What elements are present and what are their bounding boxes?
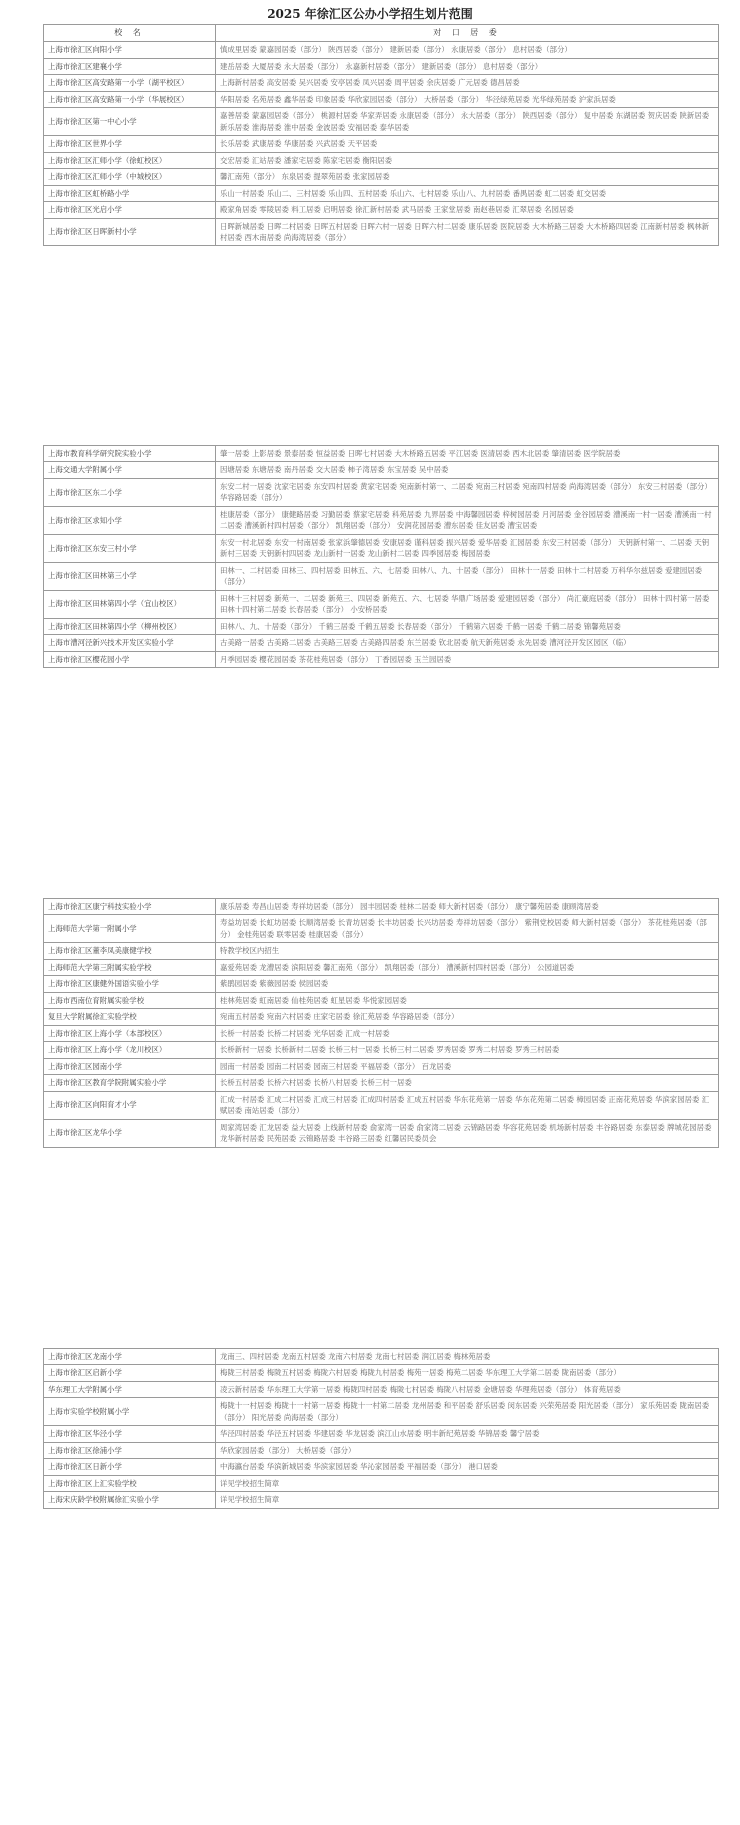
committee-list: 馨汇南苑（部分） 东泉居委 提翠苑居委 张家园居委 (216, 169, 719, 185)
school-name: 上海市徐汇区田林第三小学 (44, 562, 216, 590)
school-name: 上海市徐汇区东安三村小学 (44, 534, 216, 562)
school-name: 上海市漕河泾新兴技术开发区实验小学 (44, 635, 216, 651)
table-row (44, 1398, 719, 1426)
table-row (44, 478, 719, 506)
committee-list: 龙南三、四村居委 龙南五村居委 龙南六村居委 龙南七村居委 润江居委 梅林苑居委 (216, 1349, 719, 1365)
table-row (44, 635, 719, 651)
committee-list: 建岳居委 大厦居委 永大居委（部分） 永嘉新村居委（部分） 建新居委（部分） 息村居委（部分） (216, 58, 719, 74)
table-row (44, 651, 719, 667)
table-row (44, 136, 719, 152)
table-row (44, 185, 719, 201)
table-row (44, 1058, 719, 1074)
enrollment-table-page-3 (43, 898, 719, 1148)
school-name: 上海市徐汇区董李凤美康健学校 (44, 943, 216, 959)
school-name: 上海市徐汇区上海小学（龙川校区） (44, 1042, 216, 1058)
school-name: 上海宋庆龄学校附属徐汇实验小学 (44, 1492, 216, 1508)
committee-list: 梅陇三村居委 梅陇五村居委 梅陇六村居委 梅陇九村居委 梅苑一居委 梅苑二居委 华东理工大学第二居委 陇南居委（部分） (216, 1365, 719, 1381)
committee-list: 肇一居委 上影居委 景泰居委 恒益居委 日晖七村居委 大木桥路五居委 平江居委 医清居委 西木北居委 肇清居委 医学院居委 (216, 446, 719, 462)
school-name: 上海市徐汇区虹桥路小学 (44, 185, 216, 201)
table-row (44, 108, 719, 136)
school-name: 上海市徐汇区世界小学 (44, 136, 216, 152)
school-name: 上海师范大学第一附属小学 (44, 915, 216, 943)
table-row (44, 152, 719, 168)
school-name: 上海师范大学第三附属实验学校 (44, 959, 216, 975)
committee-list: 梅陇十一村居委 梅陇十一村第一居委 梅陇十一村第二居委 龙州居委 和平居委 舒乐居委 闵东居委 兴荣苑居委 阳光居委（部分） 家乐苑居委 陇南居委（部分） 阳光居委 尚海居委（部分） (216, 1398, 719, 1426)
page-title: 2025 年徐汇区公办小学招生划片范围 (267, 7, 473, 21)
committee-list: 长桥五村居委 长桥六村居委 长桥八村居委 长桥三村一居委 (216, 1075, 719, 1091)
school-name: 华东理工大学附属小学 (44, 1381, 216, 1397)
table-row (44, 1025, 719, 1041)
table-row (44, 1365, 719, 1381)
school-name: 上海市徐汇区上汇实验学校 (44, 1475, 216, 1491)
school-name: 上海市实验学校附属小学 (44, 1398, 216, 1426)
school-name: 上海市徐汇区田林第四小学（柳州校区） (44, 618, 216, 634)
committee-list: 寿益坊居委 长虹坊居委 长顺湾居委 长青坊居委 长丰坊居委 长兴坊居委 寿祥坊居委（部分） 紫荆党校居委 师大新村居委（部分） 茶花桂苑居委（部分） 金桂苑居委 联零居委 桂康居委（部分） (216, 915, 719, 943)
table-row (44, 58, 719, 74)
committee-list: 乐山一村居委 乐山二、三村居委 乐山四、五村居委 乐山六、七村居委 乐山八、九村居委 番禺居委 虹二居委 虹交居委 (216, 185, 719, 201)
enrollment-table-page-2 (43, 445, 719, 668)
table-row (44, 506, 719, 534)
table-row (44, 1381, 719, 1397)
school-name: 上海市徐汇区日晖新村小学 (44, 218, 216, 246)
table-row (44, 1009, 719, 1025)
school-name: 上海市徐汇区第一中心小学 (44, 108, 216, 136)
school-name: 上海市徐汇区龙华小学 (44, 1119, 216, 1147)
school-name: 复旦大学附属徐汇实验学校 (44, 1009, 216, 1025)
committee-list: 华阳居委 名苑居委 鑫华居委 印象居委 华欣家园居委（部分） 大桥居委（部分） 华泾绿苑居委 光华绿苑居委 沪家浜居委 (216, 91, 719, 107)
table-row (44, 992, 719, 1008)
enrollment-table-page-4 (43, 1348, 719, 1509)
school-name: 上海市徐汇区启新小学 (44, 1365, 216, 1381)
school-name: 上海市徐汇区田林第四小学（宜山校区） (44, 590, 216, 618)
committee-list: 慎成里居委 蒙嘉园居委（部分） 陕西居委（部分） 建新居委（部分） 永康居委（部分） 息村居委（部分） (216, 42, 719, 58)
table-row (44, 899, 719, 915)
committee-list: 长桥新村一居委 长桥新村二居委 长桥三村一居委 长桥三村二居委 罗秀居委 罗秀二村居委 罗秀三村居委 (216, 1042, 719, 1058)
committee-list: 嘉爱苑居委 龙漕居委 滨阳居委 馨汇南苑（部分） 凯翔居委（部分） 漕溪新村四村居委（部分） 公园道居委 (216, 959, 719, 975)
table-row (44, 1426, 719, 1442)
committee-list: 紫鹃园居委 紫薇园居委 侯园居委 (216, 976, 719, 992)
committee-list: 上海新村居委 高安居委 吴兴居委 安亭居委 凤兴居委 周平居委 余庆居委 广元居委 德昌居委 (216, 75, 719, 91)
table-row (44, 169, 719, 185)
table-row (44, 202, 719, 218)
school-name: 上海市徐汇区日新小学 (44, 1459, 216, 1475)
committee-list: 凌云新村居委 华东理工大学第一居委 梅陇四村居委 梅陇七村居委 梅陇八村居委 金塘居委 华理苑居委（部分） 体育苑居委 (216, 1381, 719, 1397)
committee-list: 华欣家园居委（部分） 大桥居委（部分） (216, 1442, 719, 1458)
committee-list: 详见学校招生简章 (216, 1492, 719, 1508)
table-row (44, 1349, 719, 1365)
school-name: 上海市徐汇区高安路第一小学（华展校区） (44, 91, 216, 107)
table-row (44, 218, 719, 246)
committee-list: 古美路一居委 古美路二居委 古美路三居委 古美路四居委 东兰居委 钦北居委 航天新苑居委 永先居委 漕河泾开发区园区（临） (216, 635, 719, 651)
school-name: 上海市徐汇区园南小学 (44, 1058, 216, 1074)
committee-list: 桂林苑居委 虹南居委 仙桂苑居委 虹星居委 华悦家园居委 (216, 992, 719, 1008)
committee-list: 康乐居委 寿昌山居委 寿祥坊居委（部分） 园丰园居委 桂林二居委 师大新村居委（部分） 康宁馨苑居委 康顾湾居委 (216, 899, 719, 915)
committee-list: 特教学校区内招生 (216, 943, 719, 959)
committee-list: 宛南五村居委 宛南六村居委 庄家宅居委 徐汇苑居委 华容路居委（部分） (216, 1009, 719, 1025)
school-name: 上海交通大学附属小学 (44, 462, 216, 478)
table-row (44, 1442, 719, 1458)
header-area: 对 口 居 委 (216, 25, 719, 42)
header-school: 校 名 (44, 25, 216, 42)
school-name: 上海市徐汇区教育学院附属实验小学 (44, 1075, 216, 1091)
school-name: 上海市徐汇区龙南小学 (44, 1349, 216, 1365)
school-name: 上海市徐汇区徐浦小学 (44, 1442, 216, 1458)
committee-list: 中海瀛台居委 华滨新城居委 华滨家园居委 华沁家园居委 平福居委（部分） 港口居委 (216, 1459, 719, 1475)
table-row (44, 1475, 719, 1491)
committee-list: 长桥一村居委 长桥二村居委 光华居委 汇成一村居委 (216, 1025, 719, 1041)
table-row (44, 590, 719, 618)
table-row (44, 1459, 719, 1475)
school-name: 上海市徐汇区向阳育才小学 (44, 1091, 216, 1119)
committee-list: 周家湾居委 汇龙居委 益大居委 上线新村居委 俞家湾一居委 俞家湾二居委 云锦路居委 华容花苑居委 机场新村居委 丰谷路居委 东泰居委 牌城花园居委 龙华新村居委 民苑居委 云锦路居委 丰谷路三居委 红馨居民委员会 (216, 1119, 719, 1147)
school-name: 上海市徐汇区建襄小学 (44, 58, 216, 74)
committee-list: 园南一村居委 园南二村居委 园南三村居委 平福居委（部分） 百龙居委 (216, 1058, 719, 1074)
table-row (44, 1492, 719, 1508)
school-name: 上海市徐汇区康宁科技实验小学 (44, 899, 216, 915)
table-row (44, 446, 719, 462)
table-row (44, 1075, 719, 1091)
school-name: 上海市徐汇区求知小学 (44, 506, 216, 534)
school-name: 上海市教育科学研究院实验小学 (44, 446, 216, 462)
committee-list: 交宏居委 汇站居委 潘家宅居委 陈家宅居委 衡阳居委 (216, 152, 719, 168)
table-row (44, 91, 719, 107)
table-row (44, 1119, 719, 1147)
table-row (44, 75, 719, 91)
committee-list: 田林八、九、十居委（部分） 千鹤三居委 千鹤五居委 长春居委（部分） 千鹤第六居委 千鹤一居委 千鹤二居委 锦馨苑居委 (216, 618, 719, 634)
committee-list: 东安二村一居委 沈家宅居委 东安四村居委 黄家宅居委 宛南新村第一、二居委 宛南三村居委 宛南四村居委 尚海湾居委（部分） 东安三村居委（部分） 华容路居委（部分） (216, 478, 719, 506)
school-name: 上海市西南位育附属实验学校 (44, 992, 216, 1008)
committee-list: 田林十三村居委 新苑一、二居委 新苑三、四居委 新苑五、六、七居委 华鼎广场居委 爱建园居委（部分） 尚汇豪庭居委（部分） 田林十四村第一居委 田林十四村第二居委 长春居委（部分） 小安桥居委 (216, 590, 719, 618)
committee-list: 田林一、二村居委 田林三、四村居委 田林五、六、七居委 田林八、九、十居委（部分） 田林十一居委 田林十二村居委 万科华尔兹居委 爱建园居委（部分） (216, 562, 719, 590)
school-name: 上海市徐汇区华泾小学 (44, 1426, 216, 1442)
school-name: 上海市徐汇区高安路第一小学（湖平校区） (44, 75, 216, 91)
table-row (44, 943, 719, 959)
table-row (44, 959, 719, 975)
school-name: 上海市徐汇区光启小学 (44, 202, 216, 218)
table-row (44, 618, 719, 634)
committee-list: 桂康居委（部分） 康健路居委 习勤居委 蔡家宅居委 科苑居委 九界居委 中海馨园居委 梓树园居委 月河居委 金谷园居委 漕溪南一村一居委 漕溪南一村二居委 漕溪新村四村居委（部分） 凯翔居委（部分） 安润花园居委 漕东居委 佳友居委 漕宝居委 (216, 506, 719, 534)
committee-list: 殿家角居委 零陵居委 料工居委 启明居委 徐汇新村居委 武马居委 王家堂居委 南赵巷居委 汇翠居委 名园居委 (216, 202, 719, 218)
table-row (44, 534, 719, 562)
committee-list: 华泾四村居委 华泾五村居委 华建居委 华龙居委 滨江山水居委 明丰新纪苑居委 华锦居委 馨宁居委 (216, 1426, 719, 1442)
school-name: 上海市徐汇区上海小学（本部校区） (44, 1025, 216, 1041)
school-name: 上海市徐汇区汇师小学（徐虹校区） (44, 152, 216, 168)
table-row (44, 42, 719, 58)
committee-list: 汇成一村居委 汇成二村居委 汇成三村居委 汇成四村居委 汇成五村居委 华东花苑第一居委 华东花苑第二居委 樟园居委 正南花苑居委 华滨家园居委 汇赋居委 南站居委（部分） (216, 1091, 719, 1119)
school-name: 上海市徐汇区向阳小学 (44, 42, 216, 58)
school-name: 上海市徐汇区东二小学 (44, 478, 216, 506)
enrollment-table-page-1 (43, 24, 719, 246)
table-row (44, 1042, 719, 1058)
committee-list: 长乐居委 武康居委 华康居委 兴武居委 天平居委 (216, 136, 719, 152)
school-name: 上海市徐汇区汇师小学（中城校区） (44, 169, 216, 185)
committee-list: 日晖新城居委 日晖二村居委 日晖五村居委 日晖六村一居委 日晖六村二居委 康乐居委 医院居委 大木桥路三居委 大木桥路四居委 江南新村居委 枫林新村居委 西木南居委 尚海湾居委（部分） (216, 218, 719, 246)
committee-list: 东安一村北居委 东安一村南居委 张家浜肇德居委 安康居委 谨科居委 振兴居委 爱华居委 汇园居委 东安三村居委（部分） 天钥新村第一、二居委 天钥新村三居委 天钥新村四居委 龙山新村一居委 龙山新村二居委 四季园居委 梅园居委 (216, 534, 719, 562)
table-header-row (44, 25, 719, 42)
table-row (44, 562, 719, 590)
committee-list: 因塘居委 东塘居委 南丹居委 交大居委 柿子湾居委 东宝居委 吴中居委 (216, 462, 719, 478)
table-row (44, 976, 719, 992)
school-name: 上海市徐汇区樱花园小学 (44, 651, 216, 667)
school-name: 上海市徐汇区康健外国语实验小学 (44, 976, 216, 992)
table-row (44, 462, 719, 478)
committee-list: 嘉善居委 蒙嘉园居委（部分） 桃源村居委 华家弄居委 永康居委（部分） 永大居委（部分） 陕西居委（部分） 复中居委 东湖居委 贺庆居委 陕新居委 新乐居委 淮海居委 淮中居委 金波居委 安福居委 泰华居委 (216, 108, 719, 136)
committee-list: 详见学校招生简章 (216, 1475, 719, 1491)
table-row (44, 915, 719, 943)
table-row (44, 1091, 719, 1119)
committee-list: 月季园居委 樱花园居委 茶花桂苑居委（部分） 丁香园居委 玉兰园居委 (216, 651, 719, 667)
